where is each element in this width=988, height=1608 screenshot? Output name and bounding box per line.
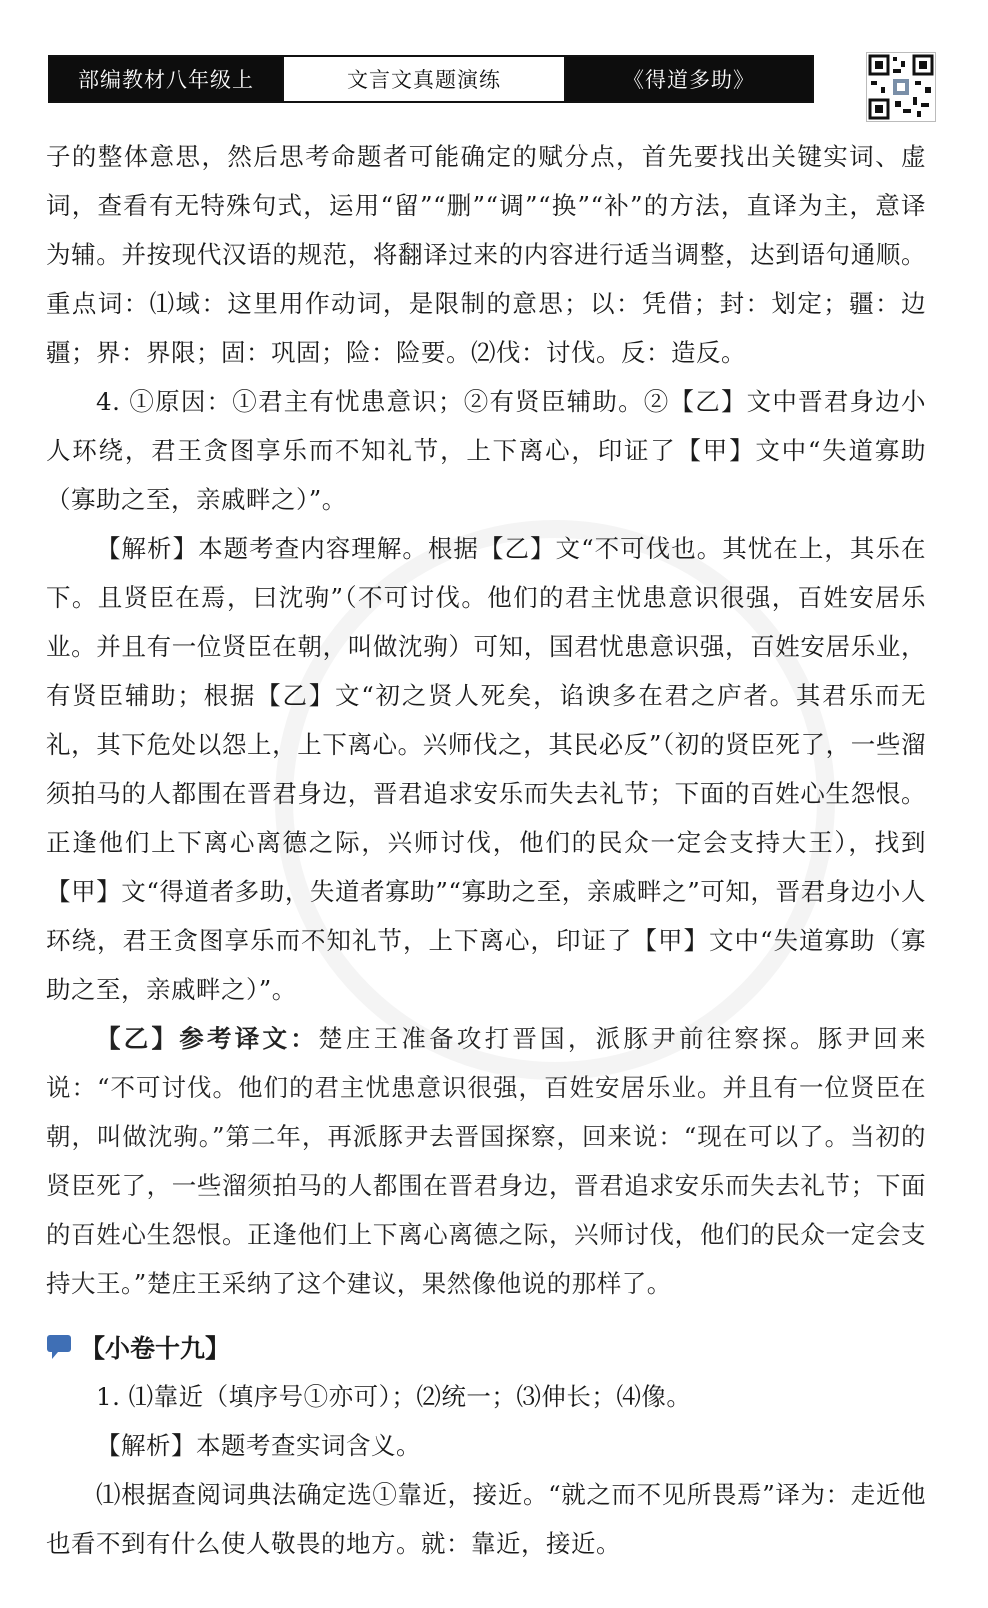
header-topic: 文言文真题演练 <box>282 57 566 101</box>
page-header <box>48 55 814 103</box>
paragraph-answer-1: 1. ⑴靠近（填序号①亦可）；⑵统一；⑶伸长；⑷像。 <box>96 1382 692 1411</box>
translation-label: 【乙】参考译文： <box>96 1024 319 1053</box>
section-title: 【小卷十九】 <box>80 1334 231 1363</box>
header-lesson: 《得道多助》 <box>566 57 812 101</box>
section-heading <box>46 1322 926 1372</box>
qr-code-icon <box>866 52 936 122</box>
paragraph-analysis-1: ⑴根据查阅词典法确定选①靠近，接近。“就之而不见所畏焉”译为：走近他也看不到有什么使人敬畏的地方。就：靠近，接近。 <box>46 1480 926 1558</box>
paragraph-translation-method: 子的整体意思，然后思考命题者可能确定的赋分点，首先要找出关键实词、虚词，查看有无特殊句式，运用“留”“删”“调”“换”“补”的方法，直译为主，意译为辅。并按现代汉语的规范，将翻译过来的内容进行适当调整，达到语句通顺。重点词：⑴域：这里用作动词，是限制的意思；以：凭借；封：划定；疆：边疆；界：界限；固：巩固；险：险要。⑵伐：讨伐。反：造反。 <box>46 142 926 367</box>
header-grade: 部编教材八年级上 <box>50 57 282 101</box>
paragraph-analysis-label: 【解析】本题考查实词含义。 <box>96 1431 421 1460</box>
translation-text: 楚庄王准备攻打晋国，派豚尹前往察探。豚尹回来说：“不可讨伐。他们的君主忧患意识很强，百姓安居乐业。并且有一位贤臣在朝，叫做沈驹。”第二年，再派豚尹去晋国探察，回来说：“现在可以了。当初的贤臣死了，一些溜须拍马的人都围在晋君身边，晋君追求安乐而失去礼节；下面的百姓心生怨恨。正逢他们上下离心离德之际，兴师讨伐，他们的民众一定会支持大王。”楚庄王采纳了这个建议，果然像他说的那样了。 <box>46 1024 927 1298</box>
paragraph-analysis: 【解析】本题考查内容理解。根据【乙】文“不可伐也。其忧在上，其乐在下。且贤臣在焉，曰沈驹”（不可讨伐。他们的君主忧患意识很强，百姓安居乐业。并且有一位贤臣在朝，叫做沈驹）可知，国君忧患意识强，百姓安居乐业，有贤臣辅助；根据【乙】文“初之贤人死矣，谄谀多在君之庐者。其君乐而无礼，其下危处以怨上，上下离心。兴师伐之，其民必反”（初的贤臣死了，一些溜须拍马的人都围在晋君身边，晋君追求安乐而失去礼节；下面的百姓心生怨恨。正逢他们上下离心离德之际，兴师讨伐，他们的民众一定会支持大王），找到【甲】文“得道者多助，失道者寡助”“寡助之至，亲戚畔之”可知，晋君身边小人环绕，君王贪图享乐而不知礼节，上下离心，印证了【甲】文中“失道寡助（寡助之至，亲戚畔之）”。 <box>46 534 926 1004</box>
paragraph-answer-4: 4. ①原因：①君主有忧患意识；②有贤臣辅助。②【乙】文中晋君身边小人环绕，君王贪图享乐而不知礼节，上下离心，印证了【甲】文中“失道寡助（寡助之至，亲戚畔之）”。 <box>46 387 926 514</box>
document-body <box>46 132 926 1568</box>
bookmark-icon <box>46 1334 74 1360</box>
paragraph-reference-translation <box>46 1014 926 1308</box>
